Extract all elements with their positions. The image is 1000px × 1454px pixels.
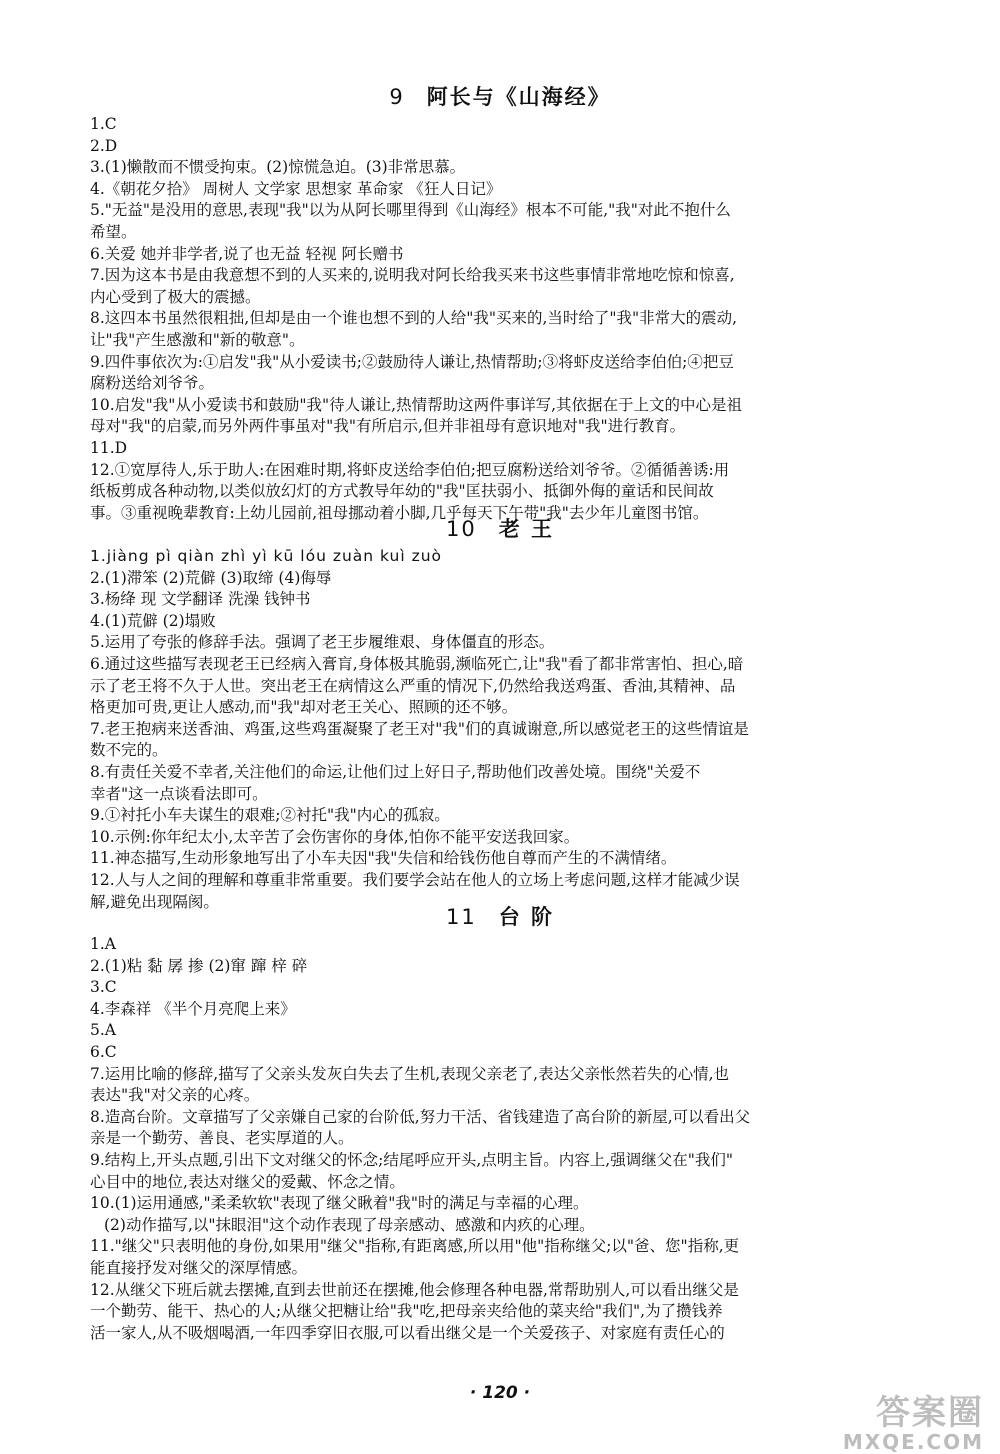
section-title: [0, 80, 1000, 114]
answer-line: 6.关爱 她并非学者,说了也无益 轻视 阿长赠书: [90, 244, 404, 263]
answer-line: 让"我"产生感激和"新的敬意"。: [90, 330, 305, 349]
answer-line: 一个勤劳、能干、热心的人;从继父把糖让给"我"吃,把母亲夹给他的菜夹给"我们",为了攒钱养: [90, 1302, 723, 1321]
answer-line: 腐粉送给刘爷爷。: [90, 374, 215, 393]
section-9: [0, 80, 1000, 524]
answer-line: 事。③重视晚辈教育:上幼儿园前,祖母挪动着小脚,几乎每天下午带"我"去少年儿童图书馆。: [90, 503, 709, 522]
answer-line: 示了老王将不久于人世。突出老王在病情这么严重的情况下,仍然给我送鸡蛋、香油,其精神、品: [90, 676, 736, 695]
answer-line: 8.有责任关爱不幸者,关注他们的命运,让他们过上好日子,帮助他们改善处境。围绕"关爱不: [90, 762, 701, 781]
answer-line: 7.老王抱病来送香油、鸡蛋,这些鸡蛋凝聚了老王对"我"们的真诚谢意,所以感觉老王的这些情谊是: [90, 719, 749, 738]
answer-line: 心目中的地位,表达对继父的爱戴、怀念之情。: [90, 1172, 405, 1191]
watermark-title: 答案圈: [876, 1393, 984, 1433]
section-title: [0, 512, 1000, 546]
answer-line: 3.(1)懒散而不惯受拘束。(2)惊慌急迫。(3)非常思慕。: [90, 158, 466, 177]
answer-list: [0, 934, 1000, 1344]
answer-line: 4.(1)荒僻 (2)塌败: [90, 611, 216, 630]
answer-line: 1.A: [90, 935, 116, 953]
answer-line: 6.通过这些描写表现老王已经病入膏肓,身体极其脆弱,濒临死亡,让"我"看了都非常害怕、担心,暗: [90, 654, 744, 673]
answer-line: 1.C: [90, 115, 117, 133]
answer-line: 12.人与人之间的理解和尊重非常重要。我们要学会站在他人的立场上考虑问题,这样才能减少误: [90, 870, 740, 889]
answer-line: 数不完的。: [90, 741, 168, 760]
section-number: 9: [389, 85, 405, 109]
answer-line: 7.运用比喻的修辞,描写了父亲头发灰白失去了生机,表现父亲老了,表达父亲怅然若失的心情,也: [90, 1064, 729, 1083]
answer-line: 12.从继父下班后就去摆摊,直到去世前还在摆摊,他会修理各种电器,常帮助别人,可以看出继父是: [90, 1280, 739, 1299]
answer-line: 8.这四本书虽然很粗拙,但却是由一个谁也想不到的人给"我"买来的,当时给了"我"非常大的震动,: [90, 309, 738, 328]
answer-line: 8.造高台阶。文章描写了父亲嫌自己家的台阶低,努力干活、省钱建造了高台阶的新屋,可以看出父: [90, 1107, 751, 1126]
answer-line: 10.示例:你年纪太小,太辛苦了会伤害你的身体,怕你不能平安送我回家。: [90, 827, 580, 846]
answer-line: 2.(1)粘 黏 孱 掺 (2)窜 蹿 梓 碎: [90, 956, 308, 975]
answer-line: 4.《朝花夕拾》 周树人 文学家 思想家 革命家 《狂人日记》: [90, 179, 502, 198]
watermark-logo: [843, 1395, 984, 1453]
section-number: 10: [445, 517, 477, 541]
answer-line: 11."继父"只表明他的身份,如果用"继父"指称,有距离感,所以用"他"指称继父;以"爸、您"指称,更: [90, 1237, 740, 1256]
section-10: [0, 512, 1000, 913]
answer-line: 11.神态描写,生动形象地写出了小车夫因"我"失信和给钱伤他自尊而产生的不满情绪。: [90, 849, 677, 868]
answer-line: 5."无益"是没用的意思,表现"我"以为从阿长哪里得到《山海经》根本不可能,"我"对此不抱什么: [90, 201, 731, 220]
answer-line: 希望。: [90, 222, 137, 241]
answer-line: 活一家人,从不吸烟喝酒,一年四季穿旧衣服,可以看出继父是一个关爱孩子、对家庭有责任心的: [90, 1323, 725, 1342]
answer-line: 9.四件事依次为:①启发"我"从小爱读书;②鼓励待人谦让,热情帮助;③将虾皮送给李伯伯;④把豆: [90, 352, 734, 371]
answer-line: 表达"我"对父亲的心疼。: [90, 1086, 260, 1105]
answer-line: 内心受到了极大的震撼。: [90, 287, 261, 306]
answer-line: 9.结构上,开头点题,引出下文对继父的怀念;结尾呼应开头,点明主旨。内容上,强调继父在"我们": [90, 1150, 733, 1169]
answer-line: 格更加可贵,更让人感动,而"我"却对老王关心、照顾的还不够。: [90, 698, 518, 717]
section-heading: 老 王: [498, 517, 555, 541]
answer-line: 6.C: [90, 1042, 117, 1061]
answer-list: [0, 546, 1000, 913]
answer-line: 10.启发"我"从小爱读书和鼓励"我"待人谦让,热情帮助这两件事详写,其依据在于上文的中心是祖: [90, 395, 743, 414]
section-heading: 台 阶: [498, 905, 555, 929]
answer-line: 亲是一个勤劳、善良、老实厚道的人。: [90, 1129, 354, 1148]
answer-line: 5.运用了夸张的修辞手法。强调了老王步履维艰、身体僵直的形态。: [90, 633, 555, 652]
answer-line: 2.D: [90, 136, 118, 155]
section-11: [0, 900, 1000, 1344]
answer-line: 12.①宽厚待人,乐于助人:在困难时期,将虾皮送给李伯伯;把豆腐粉送给刘爷爷。②循循善诱:用: [90, 460, 730, 479]
answer-line: 10.(1)运用通感,"柔柔软软"表现了继父瞅着"我"时的满足与幸福的心理。: [90, 1194, 589, 1213]
answer-line: 9.①衬托小车夫谋生的艰难;②衬托"我"内心的孤寂。: [90, 806, 450, 825]
answer-line: 纸板剪成各种动物,以类似放幻灯的方式教导年幼的"我"匡扶弱小、抵御外侮的童话和民间故: [90, 482, 714, 501]
section-title: [0, 900, 1000, 934]
page-number: · 120 ·: [469, 1383, 531, 1403]
answer-line: 能直接抒发对继父的深厚情感。: [90, 1258, 308, 1277]
answer-line: 母对"我"的启蒙,而另外两件事虽对"我"有所启示,但并非祖母有意识地对"我"进行教育。: [90, 417, 686, 436]
answer-line: 幸者"这一点谈看法即可。: [90, 784, 268, 803]
answer-line: 7.因为这本书是由我意想不到的人买来的,说明我对阿长给我买来书这些事情非常地吃惊和惊喜,: [90, 266, 735, 285]
section-number: 11: [445, 905, 477, 929]
answer-line: 1.jiàng pì qiàn zhì yì kū lóu zuàn kuì zuò: [90, 547, 443, 565]
answer-line: 5.A: [90, 1021, 116, 1040]
answer-list: [0, 114, 1000, 524]
answer-line: 4.李森祥 《半个月亮爬上来》: [90, 999, 296, 1018]
answer-line: 3.杨绛 现 文学翻译 洗澡 钱钟书: [90, 590, 311, 609]
answer-line: 2.(1)滞笨 (2)荒僻 (3)取缔 (4)侮辱: [90, 568, 332, 587]
answer-line: 3.C: [90, 978, 117, 997]
watermark-url: MXQE.COM: [842, 1430, 984, 1454]
section-heading: 阿长与《山海经》: [426, 85, 611, 109]
answer-line: 11.D: [90, 438, 128, 457]
answer-line: 解,避免出现隔阂。: [90, 892, 219, 911]
answer-line: (2)动作描写,以"抹眼泪"这个动作表现了母亲感动、感激和内疚的心理。: [104, 1215, 595, 1234]
